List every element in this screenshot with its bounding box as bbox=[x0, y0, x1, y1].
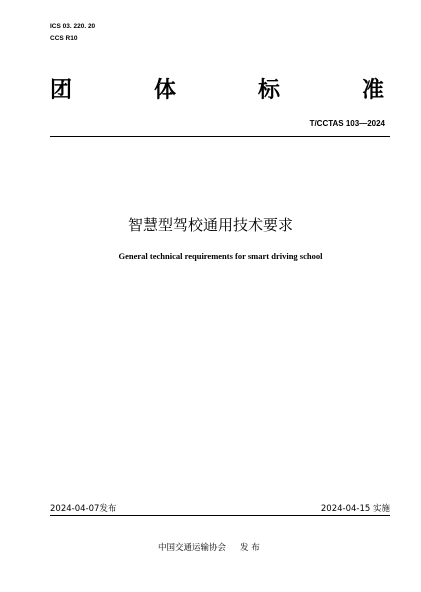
standard-type-title bbox=[50, 78, 384, 104]
document-title-cn: 智慧型驾校通用技术要求 bbox=[127, 216, 293, 234]
document-title-en: General technical requirements for smart driving school bbox=[118, 251, 323, 261]
publish-date: 2024-04-07发布 bbox=[50, 504, 117, 514]
issue-label: 发 布 bbox=[240, 543, 260, 553]
ccs-code: CCS R10 bbox=[50, 35, 78, 42]
top-divider bbox=[50, 136, 390, 137]
standard-number: T/CCTAS 103—2024 bbox=[309, 119, 385, 128]
implementation-date: 2024-04-15 实施 bbox=[320, 504, 390, 514]
ics-code: ICS 03. 220. 20 bbox=[50, 23, 96, 30]
bottom-divider bbox=[50, 515, 390, 516]
publisher-line bbox=[158, 541, 260, 553]
standard-type-char: 体 bbox=[153, 78, 176, 103]
standard-type-char: 准 bbox=[361, 78, 384, 103]
publisher-name: 中国交通运输协会 bbox=[158, 543, 227, 553]
standard-type-char: 标 bbox=[257, 78, 280, 103]
classification-codes bbox=[50, 21, 95, 45]
standard-type-char: 团 bbox=[50, 78, 73, 103]
